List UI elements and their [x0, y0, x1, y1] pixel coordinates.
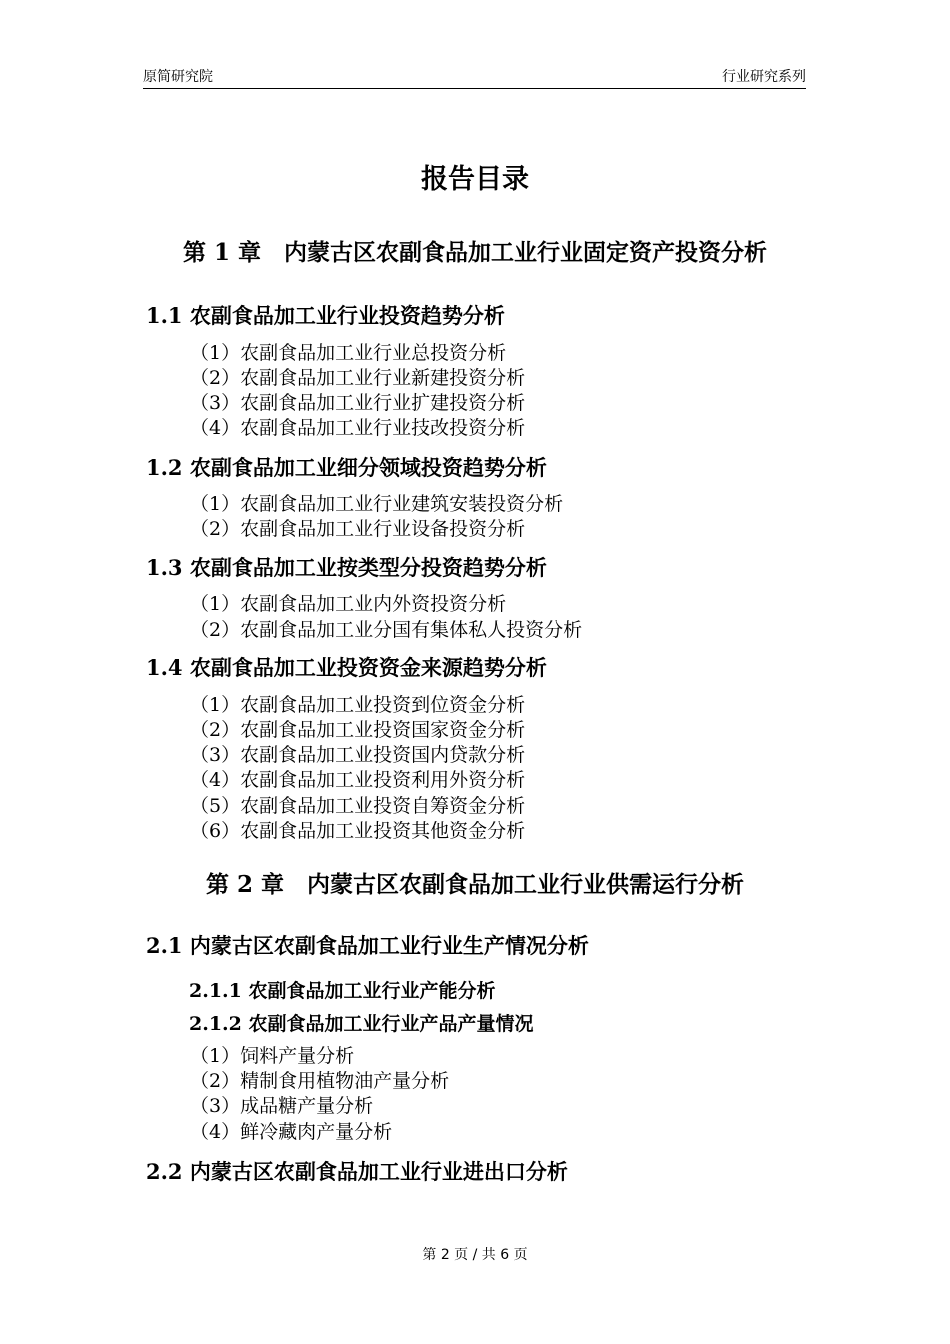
toc-item: （6）农副食品加工业投资其他资金分析: [190, 820, 526, 842]
toc-item: （4）农副食品加工业投资利用外资分析: [190, 769, 526, 791]
toc-item: （3）成品糖产量分析: [190, 1095, 374, 1117]
toc-item: （4）鲜冷藏肉产量分析: [190, 1121, 393, 1143]
toc-item: （2）农副食品加工业投资国家资金分析: [190, 719, 526, 741]
section-1-4-heading: 1.4 农副食品加工业投资资金来源趋势分析: [146, 655, 547, 680]
section-1-1-heading: 1.1 农副食品加工业行业投资趋势分析: [146, 303, 505, 328]
toc-item: （4）农副食品加工业行业技改投资分析: [190, 417, 526, 439]
page-header-left: 原简研究院: [143, 69, 213, 85]
toc-item: （2）农副食品加工业行业设备投资分析: [190, 518, 526, 540]
toc-item: （1）农副食品加工业行业建筑安装投资分析: [190, 493, 564, 515]
subsection-2-1-2-heading: 2.1.2 农副食品加工业行业产品产量情况: [189, 1013, 534, 1035]
section-1-3-heading: 1.3 农副食品加工业按类型分投资趋势分析: [146, 555, 547, 580]
toc-item: （1）农副食品加工业行业总投资分析: [190, 342, 507, 364]
toc-item: （3）农副食品加工业行业扩建投资分析: [190, 392, 526, 414]
toc-item: （3）农副食品加工业投资国内贷款分析: [190, 744, 526, 766]
toc-item: （5）农副食品加工业投资自筹资金分析: [190, 795, 526, 817]
toc-item: （1）农副食品加工业投资到位资金分析: [190, 694, 526, 716]
toc-item: （1）饲料产量分析: [190, 1045, 355, 1067]
chapter-1-heading: 第 1 章 内蒙古区农副食品加工业行业固定资产投资分析: [182, 239, 768, 266]
page-header-right: 行业研究系列: [722, 69, 806, 85]
toc-item: （2）精制食用植物油产量分析: [190, 1070, 450, 1092]
section-2-1-heading: 2.1 内蒙古区农副食品加工业行业生产情况分析: [146, 933, 589, 958]
subsection-2-1-1-heading: 2.1.1 农副食品加工业行业产能分析: [189, 980, 496, 1002]
section-1-2-heading: 1.2 农副食品加工业细分领域投资趋势分析: [146, 455, 547, 480]
page-footer: 第 2 页 / 共 6 页: [422, 1247, 528, 1263]
document-title: 报告目录: [421, 164, 529, 195]
header-rule: [143, 88, 806, 89]
toc-item: （1）农副食品加工业内外资投资分析: [190, 593, 507, 615]
toc-item: （2）农副食品加工业行业新建投资分析: [190, 367, 526, 389]
section-2-2-heading: 2.2 内蒙古区农副食品加工业行业进出口分析: [146, 1159, 568, 1184]
chapter-2-heading: 第 2 章 内蒙古区农副食品加工业行业供需运行分析: [205, 871, 745, 898]
toc-item: （2）农副食品加工业分国有集体私人投资分析: [190, 619, 583, 641]
